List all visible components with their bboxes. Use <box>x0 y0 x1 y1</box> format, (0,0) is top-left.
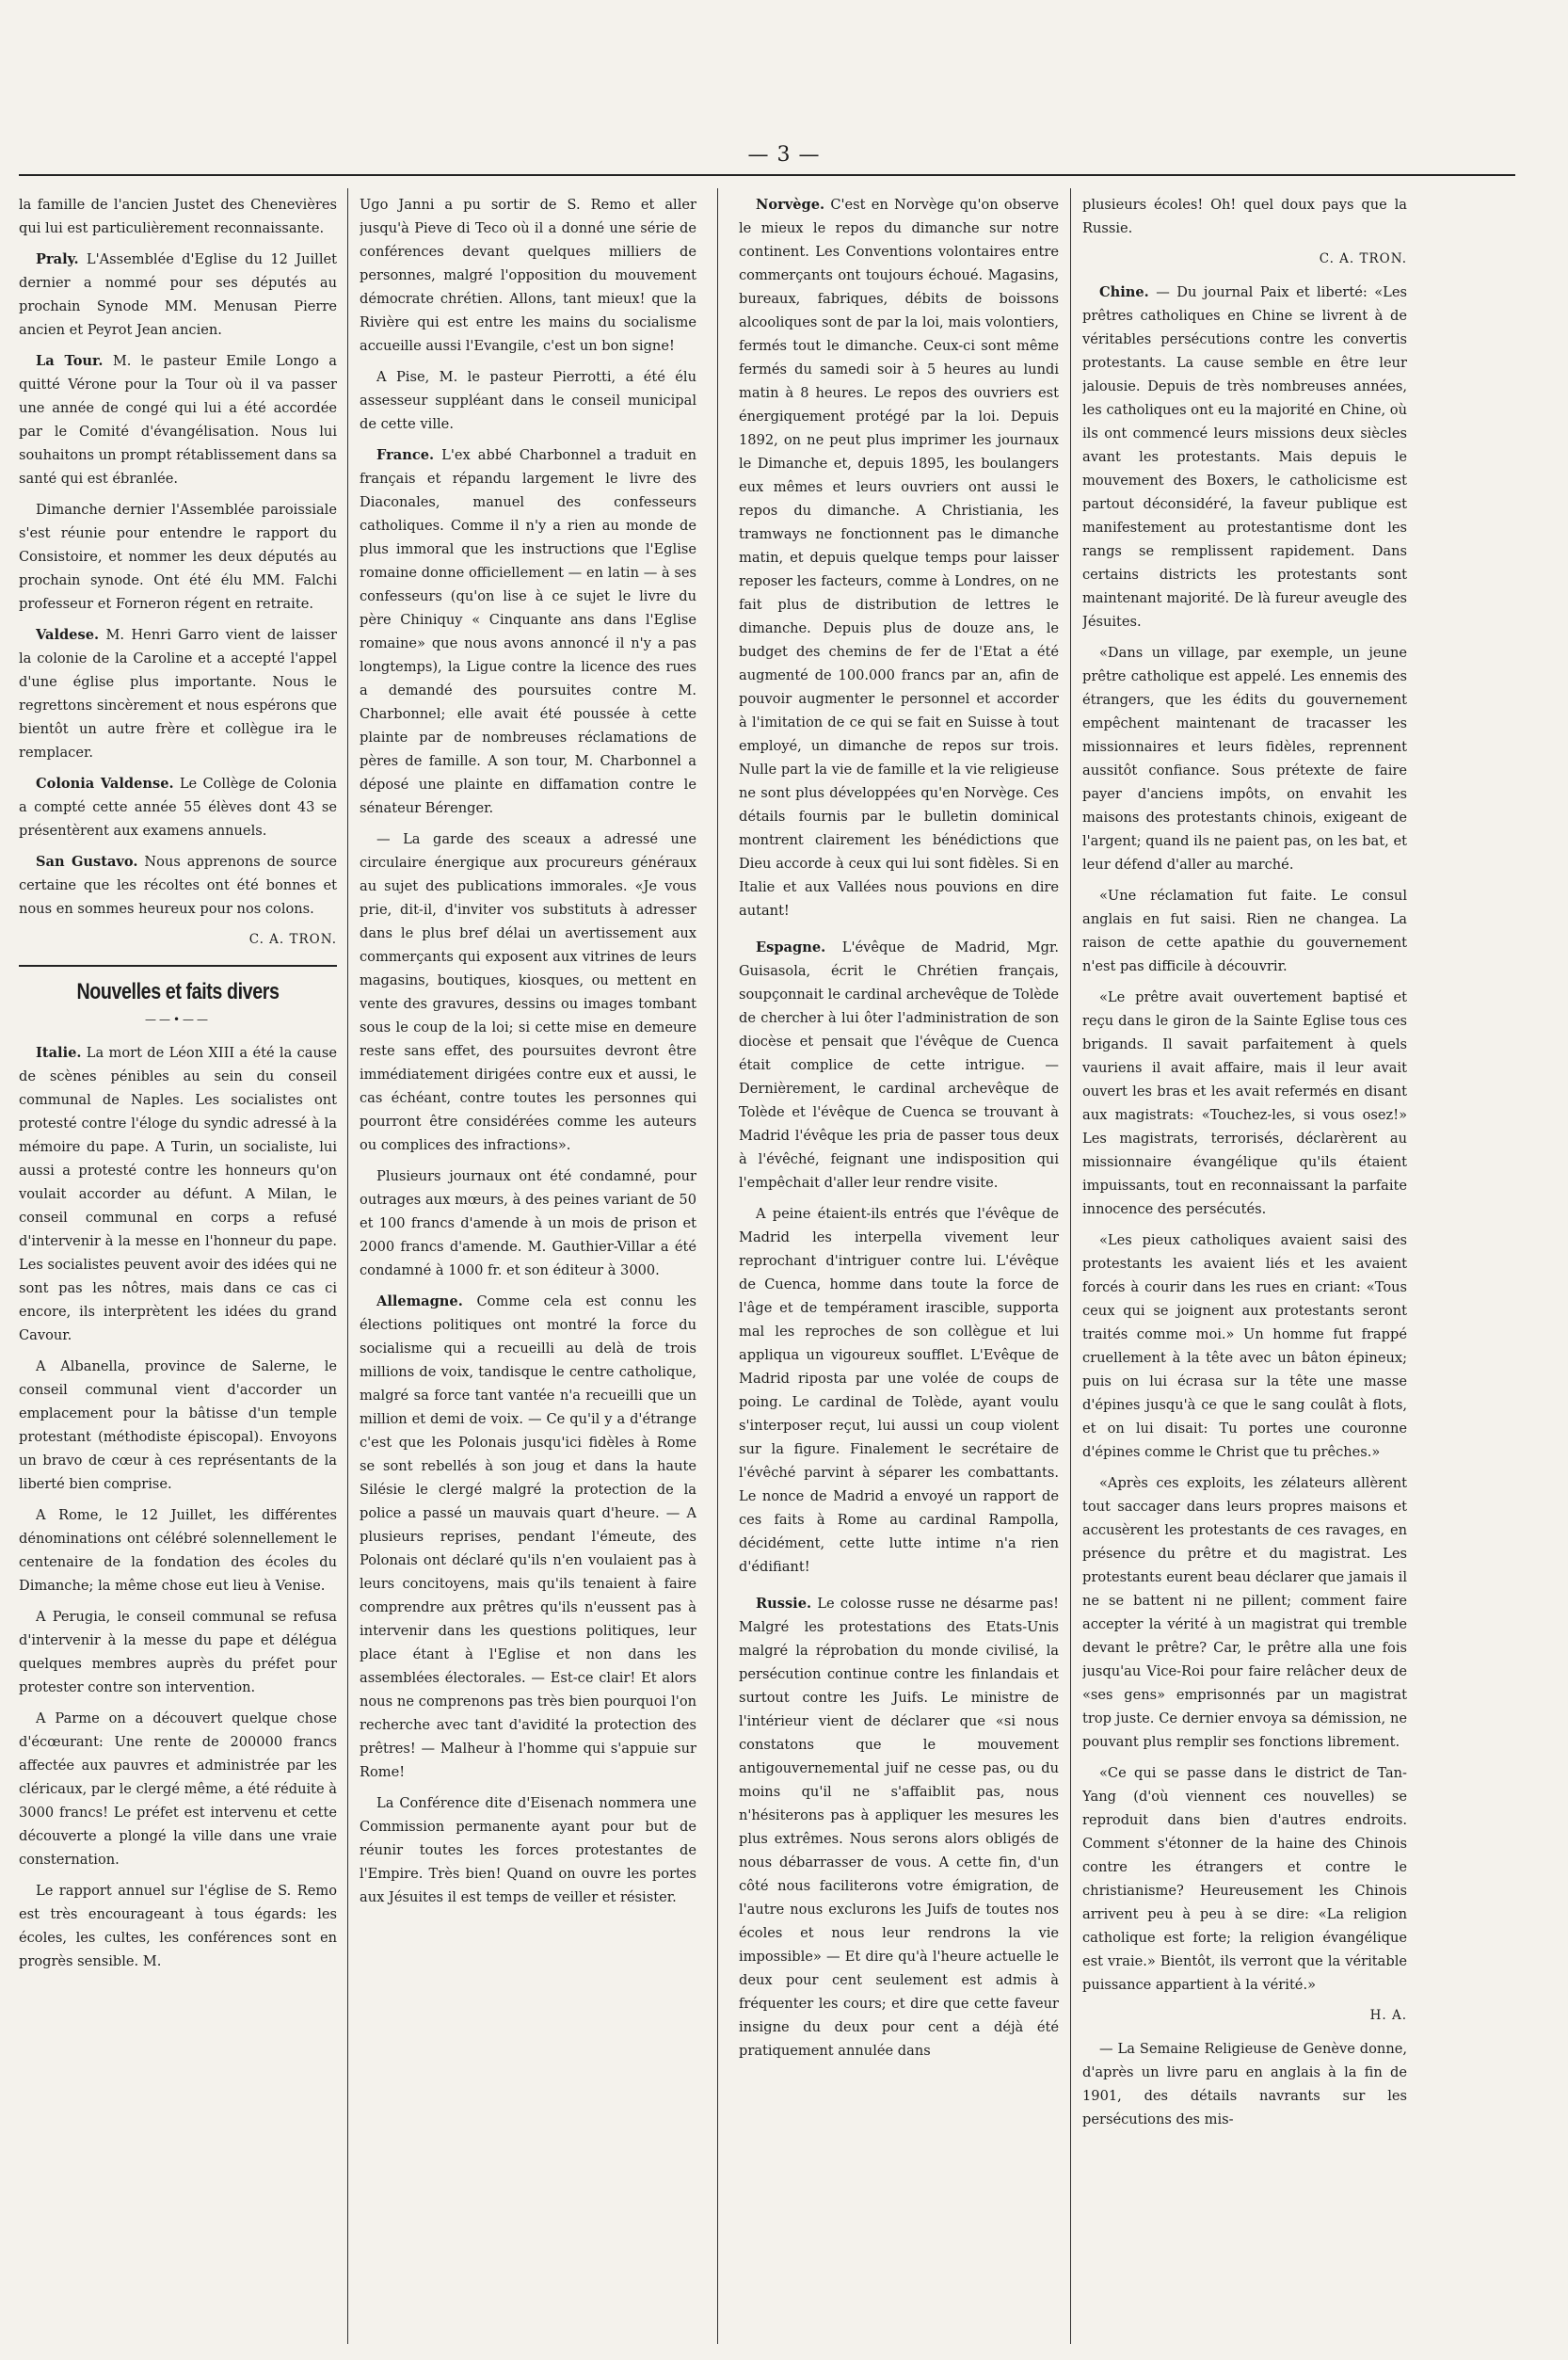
paragraph: Ugo Janni a pu sortir de S. Remo et aller jusqu'à Pieve di Teco où il a donné une série de conférences devant quelques milliers de personnes, malgré l'opposition du mouvement démocrate chrétien. Allons, tant mieux! que la Rivière qui est entre les mains du socialisme accueille aussi l'Evangile, c'est un bon signe! <box>360 197 696 354</box>
paragraph <box>1082 281 1407 634</box>
paragraph-text: Nous apprenons de source certaine que les récoltes ont été bonnes et nous en sommes heureux pour nos colons. <box>19 854 337 917</box>
paragraph-text: M. Henri Garro vient de laisser la colonie de la Caroline et a accepté l'appel d'une église plus importante. Nous le regrettons sincèrement et nous espérons que bientôt un autre frère et collègue ira le remplacer. <box>19 627 337 761</box>
paragraph: «Après ces exploits, les zélateurs allèrent tout saccager dans leurs propres maisons et accusèrent les protestants de ces ravages, en présence du prêtre et du magistrat. Les protestants eurent beau déclarer que jamais il ne se battent ni ne pillent; comment faire accepter la vérité à un magistrat qui tremble devant le prêtre? Car, le prêtre alla une fois jusqu'au Vice-Roi pour faire relâcher deux de «ses gens» emprisonnés par un magistrat trop juste. Ce dernier envoya sa démission, ne pouvant plus remplir ses fonctions librement. <box>1082 1475 1407 1750</box>
column-divider <box>1070 188 1071 2344</box>
paragraph: «Une réclamation fut faite. Le consul anglais en fut saisi. Rien ne changea. La raison de cette apathie du gouvernement n'est pas difficile à découvrir. <box>1082 888 1407 974</box>
paragraph-text: L'Assemblée d'Eglise du 12 Juillet dernier a nommé pour ses députés au prochain Synode MM. Menusan Pierre ancien et Peyrot Jean ancien. <box>19 251 337 338</box>
paragraph: La Conférence dite d'Eisenach nommera une Commission permanente ayant pour but de réunir toutes les forces protestantes de l'Empire. Très bien! Quand on ouvre les portes aux Jésuites il est temps de veiller et résister. <box>360 1795 696 1905</box>
paragraph: A Rome, le 12 Juillet, les différentes dénominations ont célébré solennellement le centenaire de la fondation des écoles du Dimanche; la même chose eut lieu à Venise. <box>19 1507 337 1594</box>
column-divider <box>717 188 718 2344</box>
paragraph <box>19 349 337 490</box>
paragraph <box>360 443 696 820</box>
paragraph-heading: Allemagne. <box>376 1293 463 1309</box>
paragraph-text: C'est en Norvège qu'on observe le mieux le repos du dimanche sur notre continent. Les Conventions volontaires entre commerçants ont toujours échoué. Magasins, bureaux, fabriques, débits de boissons alcooliques sont de par la loi, mais volontiers, fermés tout le dimanche. Ceux-ci sont même fermés du samedi soir à 5 heures au lundi matin à 8 heures. Le repos des ouvriers est énergiquement protégé par la loi. Depuis 1892, on ne peut plus imprimer les journaux le Dimanche et, depuis 1895, les boulangers eux mêmes et leurs ouvriers ont aussi le repos du dimanche. A Christiania, les tramways ne fonctionnent pas le dimanche matin, et depuis quelque temps pour laisser reposer les facteurs, comme à Londres, on ne fait plus de distribution de lettres le dimanche. Depuis plus de douze ans, le budget des chemins de fer de l'Etat a été augmenté de 100.000 francs par an, afin de pouvoir augmenter le personnel et accorder à l'imitation de ce qui se fait en Suisse à tout employé, un dimanche de repos sur trois. Nulle part la vie de famille et la vie religieuse ne sont plus développées qu'en Norvège. Ces détails fournis par le bulletin dominical montrent clairement les bénédictions que Dieu accorde à ceux qui lui sont fidèles. Si en Italie et aux Vallées nous pouvions en dire autant! <box>739 197 1059 919</box>
column-2 <box>360 193 696 2339</box>
signature: C. A. TRON. <box>1319 251 1407 266</box>
section-title: Nouvelles et faits divers <box>76 979 280 1004</box>
paragraph-heading: Norvège. <box>756 197 825 213</box>
paragraph-heading: Valdese. <box>36 627 100 643</box>
paragraph: A Pise, M. le pasteur Pierrotti, a été élu assesseur suppléant dans le conseil municipal de cette ville. <box>360 369 696 432</box>
paragraph <box>19 772 337 843</box>
paragraph-text: Comme cela est connu les élections politiques ont montré la force du socialisme qui a recueilli au delà de trois millions de voix, tandisque le centre catholique, malgré sa force tant vantée n'a recueilli que un million et demi de voix. — Ce qu'il y a d'étrange c'est que les Polonais jusqu'ici fidèles à Rome se sont rebellés à son joug et dans la haute Silésie le clergé malgré la protection de la police a passé un mauvais quart d'heure. — A plusieurs reprises, pendant l'émeute, des Polonais ont déclaré qu'ils n'en voulaient pas à leurs concitoyens, mais qu'ils tenaient à faire comprendre aux prêtres qu'ils n'eussent pas à intervenir dans les questions politiques, leur place étant à l'Eglise et non dans les assemblées électorales. — Est-ce clair! Et alors nous ne comprenons pas très bien pourquoi l'on recherche avec tant d'avidité la protection des prêtres! — Malheur à l'homme qui s'appuie sur Rome! <box>360 1293 696 1780</box>
paragraph-text: La mort de Léon XIII a été la cause de scènes pénibles au sein du conseil communal de Naples. Les socialistes ont protesté contre l'éloge du syndic adressé à la mémoire du pape. A Turin, un socialiste, lui aussi a protesté contre les honneurs qu'on voulait accorder au défunt. A Milan, le conseil communal en corps a refusé d'intervenir à la messe en l'honneur du pape. Les socialistes peuvent avoir des idées qui ne sont pas les nôtres, mais dans ce cas ci encore, ils interprètent les idées du grand Cavour. <box>19 1045 337 1343</box>
paragraph: plusieurs écoles! Oh! quel doux pays que la Russie. <box>1082 197 1407 236</box>
column-1 <box>19 193 337 2339</box>
paragraph-heading: La Tour. <box>36 353 104 369</box>
column-divider <box>347 188 348 2344</box>
page-number: — 3 — <box>747 143 821 167</box>
paragraph-text: M. le pasteur Emile Longo a quitté Vérone pour la Tour où il va passer une année de congé qui lui a été accordée par le Comité d'évangélisation. Nous lui souhaitons un prompt rétablissement dans sa santé qui est ébranlée. <box>19 353 337 487</box>
paragraph <box>19 1041 337 1347</box>
paragraph <box>19 248 337 342</box>
paragraph: — La garde des sceaux a adressé une circulaire énergique aux procureurs généraux au sujet des publications immorales. «Je vous prie, dit-il, d'inviter vos substituts à adresser dans le plus bref délai un avertissement aux commerçants qui exposent aux vitrines de leurs magasins, boutiques, kiosques, ou mettent en vente des gravures, dessins ou images tombant sous le coup de la loi; si cette mise en demeure reste sans effet, des poursuites devront être immédiatement dirigées contre eux et aussi, le cas échéant, contre toutes les personnes qui pourront être considérées comme les auteurs ou complices des infractions». <box>360 831 696 1153</box>
paragraph <box>19 623 337 764</box>
paragraph: Plusieurs journaux ont été condamné, pour outrages aux mœurs, à des peines variant de 50 et 100 francs d'amende à un mois de prison et 2000 francs d'amende. M. Gauthier-Villar a été condamné à 1000 fr. et son éditeur à 3000. <box>360 1168 696 1278</box>
section-rule <box>19 965 337 967</box>
paragraph: «Le prêtre avait ouvertement baptisé et reçu dans le giron de la Sainte Eglise tous ces brigands. Il savait parfaitement à quels vauriens il avait affaire, mais il leur avait ouvert les bras et les avait refermés en disant aux magistrats: «Touchez-les, si vous osez!» Les magistrats, terrorisés, déclarèrent au missionnaire évangélique qu'ils étaient impuissants, tout en reconnaissant la parfaite innocence des persécutés. <box>1082 989 1407 1217</box>
paragraph-text: Le Collège de Colonia a compté cette année 55 élèves dont 43 se présentèrent aux examens annuels. <box>19 776 337 839</box>
paragraph: A Parme on a découvert quelque chose d'écœurant: Une rente de 200000 francs affectée aux pauvres et administrée par les cléricaux, par le clergé même, a été réduite à 3000 francs! Le préfet est intervenu et cette découverte a plongé la ville dans une vraie consternation. <box>19 1710 337 1868</box>
column-4 <box>1082 193 1407 2339</box>
paragraph: Dimanche dernier l'Assemblée paroissiale s'est réunie pour entendre le rapport du Consistoire, et nommer les deux députés au prochain synode. Ont été élu MM. Falchi professeur et Forneron régent en retraite. <box>19 502 337 612</box>
paragraph-text: L'évêque de Madrid, Mgr. Guisasola, écrit le Chrétien français, soupçonnait le cardinal archevêque de Tolède de chercher à lui ôter l'administration de son diocèse et pensait que l'évêque de Cuenca était complice de cette intrigue. — Dernièrement, le cardinal archevêque de Tolède et l'évêque de Cuenca se trouvant à Madrid l'évêque les pria de passer tous deux à l'évêché, feignant une indisposition qui l'empêchait d'aller leur rendre visite. <box>739 939 1059 1191</box>
signature: C. A. TRON. <box>248 932 337 947</box>
paragraph: Le rapport annuel sur l'église de S. Remo est très encourageant à tous égards: les écoles, les cultes, les conférences sont en progrès sensible. M. <box>19 1883 337 1969</box>
paragraph: A peine étaient-ils entrés que l'évêque de Madrid les interpella vivement leur reprochant d'intriguer contre lui. L'évêque de Cuenca, homme dans toute la force de l'âge et de tempérament irascible, supporta mal les reproches de son collègue et lui appliqua un vigoureux soufflet. L'Evêque de Madrid riposta par une volée de coups de poing. Le cardinal de Tolède, ayant voulu s'interposer reçut, lui aussi un coup violent sur la figure. Finalement le secrétaire de l'évêché parvint à séparer les combattants. Le nonce de Madrid a envoyé un rapport de ces faits à Rome au cardinal Rampolla, décidément, cette lutte intime n'a rien d'édifiant! <box>739 1206 1059 1575</box>
paragraph <box>360 1290 696 1784</box>
paragraph: A Perugia, le conseil communal se refusa d'intervenir à la messe du pape et délégua quelques membres auprès du préfet pour protester contre son intervention. <box>19 1609 337 1695</box>
paragraph-heading: France. <box>376 447 435 463</box>
paragraph: A Albanella, province de Salerne, le conseil communal vient d'accorder un emplacement pour la bâtisse d'un temple protestant (méthodiste épiscopal). Envoyons un bravo de cœur à ces représentants de la liberté bien comprise. <box>19 1358 337 1492</box>
paragraph-heading: Chine. <box>1099 284 1149 300</box>
paragraph: la famille de l'ancien Justet des Chenevières qui lui est particulièrement reconnaissante. <box>19 197 337 236</box>
paragraph-heading: Italie. <box>36 1045 82 1061</box>
paragraph: «Dans un village, par exemple, un jeune prêtre catholique est appelé. Les ennemis des étrangers, que les édits du gouvernement empêchent maintenant de tracasser les missionnaires et leurs fidèles, reprennent aussitôt confiance. Sous prétexte de faire payer d'anciens impôts, on envahit les maisons des protestants chinois, exigeant de l'argent; quand ils ne paient pas, on les bat, et leur défend d'aller au marché. <box>1082 645 1407 873</box>
paragraph-heading: Colonia Valdense. <box>36 776 174 792</box>
paragraph <box>739 193 1059 923</box>
paragraph-heading: San Gustavo. <box>36 854 138 870</box>
paragraph-text: L'ex abbé Charbonnel a traduit en français et répandu largement le livre des Diaconales, manuel des confesseurs catholiques. Comme il n'y a rien au monde de plus immoral que les instructions que l'Eglise romaine donne officiellement — en latin — à ses confesseurs (qu'on lise à ce sujet le livre du père Chiniquy « Cinquante ans dans l'Eglise romaine» que nous avons annoncé il n'y a pas longtemps), la Ligue contre la licence des rues a demandé des poursuites contre M. Charbonnel; elle avait été poussée à cette plainte par de nombreuses réclamations de pères de famille. A son tour, M. Charbonnel a déposé une plainte en diffamation contre le sénateur Bérenger. <box>360 447 696 816</box>
paragraph: — La Semaine Religieuse de Genève donne, d'après un livre paru en anglais à la fin de 1901, des détails navrants sur les persécutions des mis- <box>1082 2041 1407 2127</box>
header-rule <box>19 174 1515 176</box>
paragraph-text: — Du journal Paix et liberté: «Les prêtres catholiques en Chine se livrent à de véritables persécutions contre les convertis protestants. La cause semble en être leur jalousie. Depuis de très nombreuses années, les catholiques ont eu la majorité en Chine, où ils ont commencé leurs missions deux siècles avant les protestants. Mais depuis le mouvement des Boxers, le catholicisme est partout déconsidéré, la faveur publique est manifestement au protestantisme dont les rangs se remplissent rapidement. Dans certains districts les protestants sont maintenant majorité. De là fureur aveugle des Jésuites. <box>1082 284 1407 630</box>
paragraph <box>739 936 1059 1195</box>
paragraph: «Ce qui se passe dans le district de Tan-Yang (d'où viennent ces nouvelles) se reproduit dans bien d'autres endroits. Comment s'étonner de la haine des Chinois contre les étrangers et contre le christianisme? Heureusement les Chinois arrivent peu à peu à se dire: «La religion catholique est forte; la religion évangélique est vraie.» Bientôt, ils verront que la véritable puissance appartient à la vérité.» <box>1082 1765 1407 1993</box>
paragraph <box>739 1592 1059 2063</box>
signature: H. A. <box>1369 2008 1407 2023</box>
paragraph-text: Le colosse russe ne désarme pas! Malgré les protestations des Etats-Unis malgré la réprobation du monde civilisé, la persécution continue contre les finlandais et surtout contre les Juifs. Le ministre de l'intérieur vient de déclarer que «si nous constatons que le mouvement antigouvernemental juif ne cesse pas, ou du moins qu'il ne s'affaiblit pas, nous n'hésiterons pas à appliquer les mesures les plus extrêmes. Nous serons alors obligés de nous débarrasser de vous. A cette fin, d'un côté nous faciliterons votre émigration, de l'autre nous exclurons les Juifs de toutes nos écoles et nous leur rendrons la vie impossible» — Et dire qu'à l'heure actuelle le deux pour cent seulement est admis à fréquenter les cours; et dire que cette faveur insigne du deux pour cent a déjà été pratiquement annulée dans <box>739 1596 1059 2059</box>
paragraph-heading: Espagne. <box>756 939 826 955</box>
paragraph <box>19 850 337 921</box>
paragraph-heading: Russie. <box>756 1596 812 1612</box>
paragraph: «Les pieux catholiques avaient saisi des protestants les avaient liés et les avaient forcés à courir dans les rues en criant: «Tous ceux qui se joignent aux protestants seront traités comme moi.» Un homme fut frappé cruellement à la tête avec un bâton épineux; puis on lui écrasa sur la tête une masse d'épines jusqu'à ce que le sang coulât à flots, et on lui disait: Tu portes une couronne d'épines comme le Christ que tu prêches.» <box>1082 1232 1407 1460</box>
paragraph-heading: Praly. <box>36 251 79 267</box>
column-3 <box>739 193 1059 2339</box>
ornament: ——•—— <box>144 1013 212 1026</box>
